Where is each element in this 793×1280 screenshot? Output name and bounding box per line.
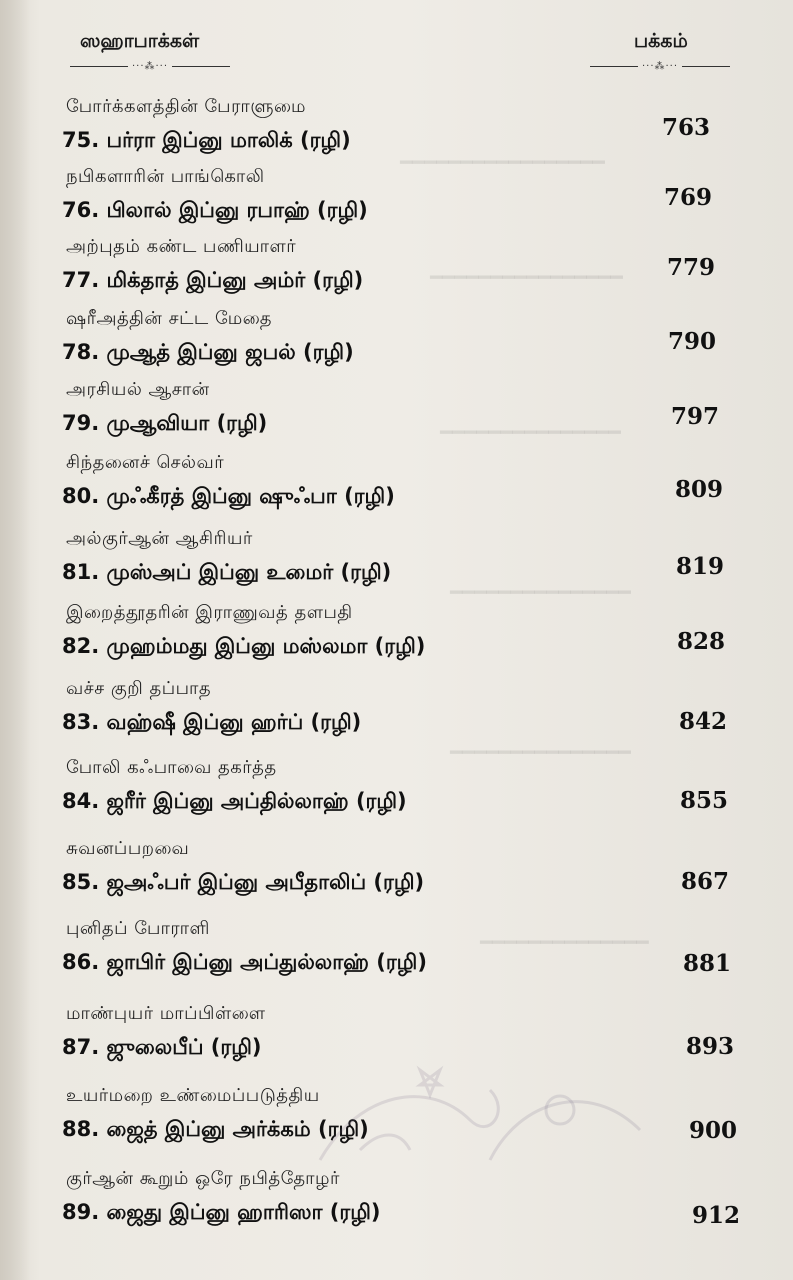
entry-name: 83. வஹ்ஷீ இப்னு ஹர்ப் (ரழி) [62,710,362,734]
header-title: ஸஹாபாக்கள் [80,30,200,52]
entry-page-number: 797 [671,403,720,430]
toc-entry[interactable] [0,1168,793,1258]
entry-page-number: 855 [680,787,729,814]
entry-subtitle: அல்குர்ஆன் ஆசிரியர் [66,528,253,549]
entry-name: 88. ஜைத் இப்னு அர்க்கம் (ரழி) [62,1117,369,1141]
toc-entry[interactable] [0,757,793,847]
toc-entry[interactable] [0,918,793,1008]
show-through-text: ━━━━━━━━━━━━━━━ [450,740,631,764]
entry-page-number: 867 [681,868,730,895]
entry-page-number: 912 [692,1202,741,1229]
entry-subtitle: போர்க்களத்தின் பேராளுமை [66,96,307,117]
header-divider: ···⁂··· [70,60,230,72]
entry-subtitle: மாண்புயர் மாப்பிள்ளை [66,1003,266,1024]
entry-page-number: 893 [686,1033,735,1060]
toc-entry[interactable] [0,838,793,928]
entry-name: 81. முஸ்அப் இப்னு உமைர் (ரழி) [62,560,392,584]
entry-name: 75. பர்ரா இப்னு மாலிக் (ரழி) [62,128,351,152]
entry-page-number: 809 [675,476,724,503]
toc-entry[interactable] [0,678,793,768]
entry-subtitle: புனிதப் போராளி [66,918,210,939]
show-through-text: ━━━━━━━━━━━━━━━ [450,580,631,604]
entry-name: 87. ஜுலைபீப் (ரழி) [62,1035,262,1059]
entry-name: 89. ஜைது இப்னு ஹாரிஸா (ரழி) [62,1200,381,1224]
entry-name: 86. ஜாபிர் இப்னு அப்துல்லாஹ் (ரழி) [62,950,427,974]
entry-subtitle: குர்ஆன் கூறும் ஒரே நபித்தோழர் [66,1168,340,1189]
entry-subtitle: நபிகளாரின் பாங்கொலி [66,166,265,187]
entry-name: 77. மிக்தாத் இப்னு அம்ர் (ரழி) [62,268,364,292]
show-through-text: ━━━━━━━━━━━━━━━━ [430,265,623,289]
entry-subtitle: அரசியல் ஆசான் [66,379,210,400]
show-through-text: ━━━━━━━━━━━━━━ [480,930,649,954]
header-page-label: பக்கம் [634,30,688,52]
entry-name: 84. ஜரீர் இப்னு அப்தில்லாஹ் (ரழி) [62,789,407,813]
floral-ornament-watermark [300,1050,680,1170]
entry-subtitle: இறைத்தூதரின் இராணுவத் தளபதி [66,602,353,623]
entry-page-number: 881 [683,950,732,977]
show-through-text: ━━━━━━━━━━━━━━━━━ [400,150,605,174]
entry-subtitle: அற்புதம் கண்ட பணியாளர் [66,236,297,257]
entry-page-number: 769 [664,184,713,211]
entry-page-number: 842 [679,708,728,735]
entry-subtitle: சிந்தனைச் செல்வர் [66,452,225,473]
entry-page-number: 828 [677,628,726,655]
entry-subtitle: சுவனப்பறவை [66,838,190,859]
entry-subtitle: ஷரீஅத்தின் சட்ட மேதை [66,308,272,329]
entry-subtitle: வச்ச குறி தப்பாத [66,678,212,699]
entry-page-number: 900 [689,1117,738,1144]
entry-name: 82. முஹம்மது இப்னு மஸ்லமா (ரழி) [62,634,426,658]
show-through-text: ━━━━━━━━━━━━━━━ [440,420,621,444]
entry-name: 76. பிலால் இப்னு ரபாஹ் (ரழி) [62,198,368,222]
entry-page-number: 790 [668,328,717,355]
entry-name: 79. முஆவியா (ரழி) [62,411,268,435]
entry-page-number: 779 [667,254,716,281]
entry-name: 80. முஃகீரத் இப்னு ஷுஃபா (ரழி) [62,484,395,508]
entry-page-number: 819 [676,553,725,580]
header-divider: ···⁂··· [590,60,730,72]
entry-name: 85. ஜஅஃபர் இப்னு அபீதாலிப் (ரழி) [62,870,425,894]
entry-page-number: 763 [662,114,711,141]
entry-subtitle: போலி கஃபாவை தகர்த்த [66,757,277,778]
entry-name: 78. முஆத் இப்னு ஜபல் (ரழி) [62,340,354,364]
entry-subtitle: உயர்மறை உண்மைப்படுத்திய [66,1085,320,1106]
